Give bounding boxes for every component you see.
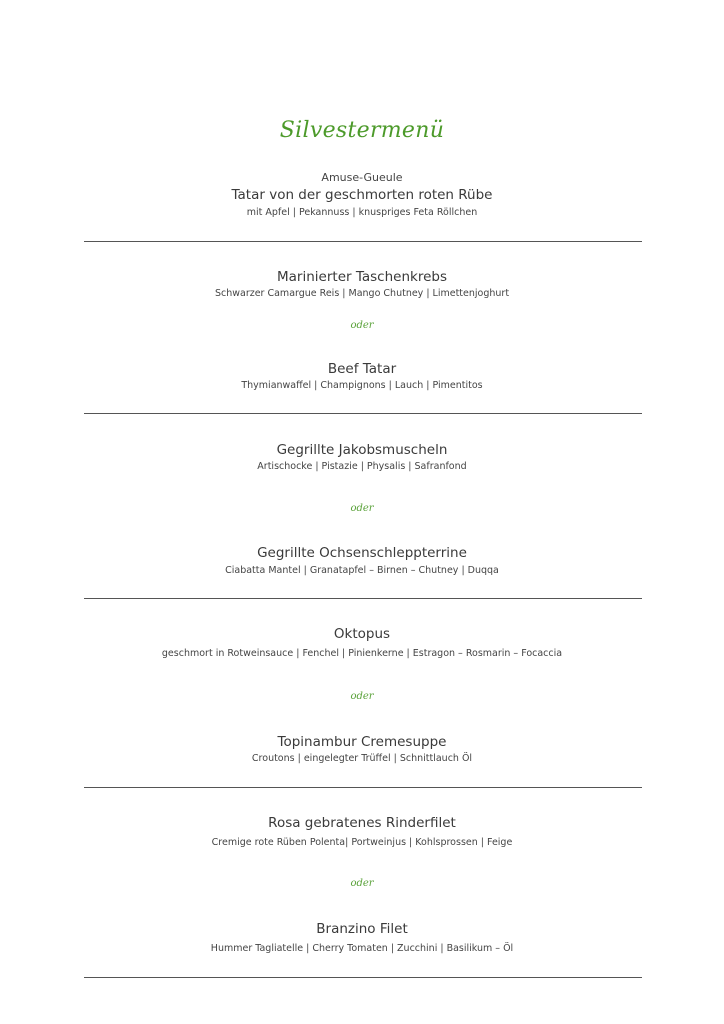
course4-or-separator: oder bbox=[350, 878, 374, 889]
section-divider bbox=[84, 241, 642, 242]
course3-option-a-name: Oktopus bbox=[333, 626, 391, 642]
section-divider bbox=[84, 598, 642, 599]
course1-option-b-description: Thymianwaffel | Champignons | Lauch | Pimentitos bbox=[241, 380, 483, 391]
amuse-dish-description: mit Apfel | Pekannuss | knuspriges Feta Röllchen bbox=[246, 207, 478, 218]
course1-option-b-name: Beef Tatar bbox=[327, 361, 397, 377]
course4-option-b-name: Branzino Filet bbox=[316, 921, 408, 937]
course2-option-b-description: Ciabatta Mantel | Granatapfel – Birnen – Chutney | Duqqa bbox=[225, 565, 499, 576]
menu-title: Silvestermenü bbox=[279, 118, 445, 143]
section-divider bbox=[84, 787, 642, 788]
course1-option-a-description: Schwarzer Camargue Reis | Mango Chutney | Limettenjoghurt bbox=[214, 288, 510, 299]
course2-or-separator: oder bbox=[350, 503, 374, 514]
course4-option-a-name: Rosa gebratenes Rinderfilet bbox=[268, 815, 456, 831]
section-divider bbox=[84, 413, 642, 414]
section-divider bbox=[84, 977, 642, 978]
amuse-dish-name: Tatar von der geschmorten roten Rübe bbox=[231, 187, 493, 203]
course1-or-separator: oder bbox=[350, 320, 374, 331]
course3-option-a-description: geschmort in Rotweinsauce | Fenchel | Pinienkerne | Estragon – Rosmarin – Focaccia bbox=[161, 648, 563, 659]
course3-or-separator: oder bbox=[350, 691, 374, 702]
course3-option-b-name: Topinambur Cremesuppe bbox=[277, 734, 447, 750]
course4-option-a-description: Cremige rote Rüben Polenta| Portweinjus | Kohlsprossen | Feige bbox=[211, 837, 513, 848]
course2-option-a-description: Artischocke | Pistazie | Physalis | Safranfond bbox=[257, 461, 467, 472]
course2-option-a-name: Gegrillte Jakobsmuscheln bbox=[276, 442, 448, 458]
amuse-label: Amuse-Gueule bbox=[321, 171, 403, 184]
course4-option-b-description: Hummer Tagliatelle | Cherry Tomaten | Zucchini | Basilikum – Öl bbox=[210, 943, 514, 954]
course2-option-b-name: Gegrillte Ochsenschleppterrine bbox=[257, 545, 467, 561]
course3-option-b-description: Croutons | eingelegter Trüffel | Schnittlauch Öl bbox=[251, 753, 473, 764]
course1-option-a-name: Marinierter Taschenkrebs bbox=[277, 269, 447, 285]
